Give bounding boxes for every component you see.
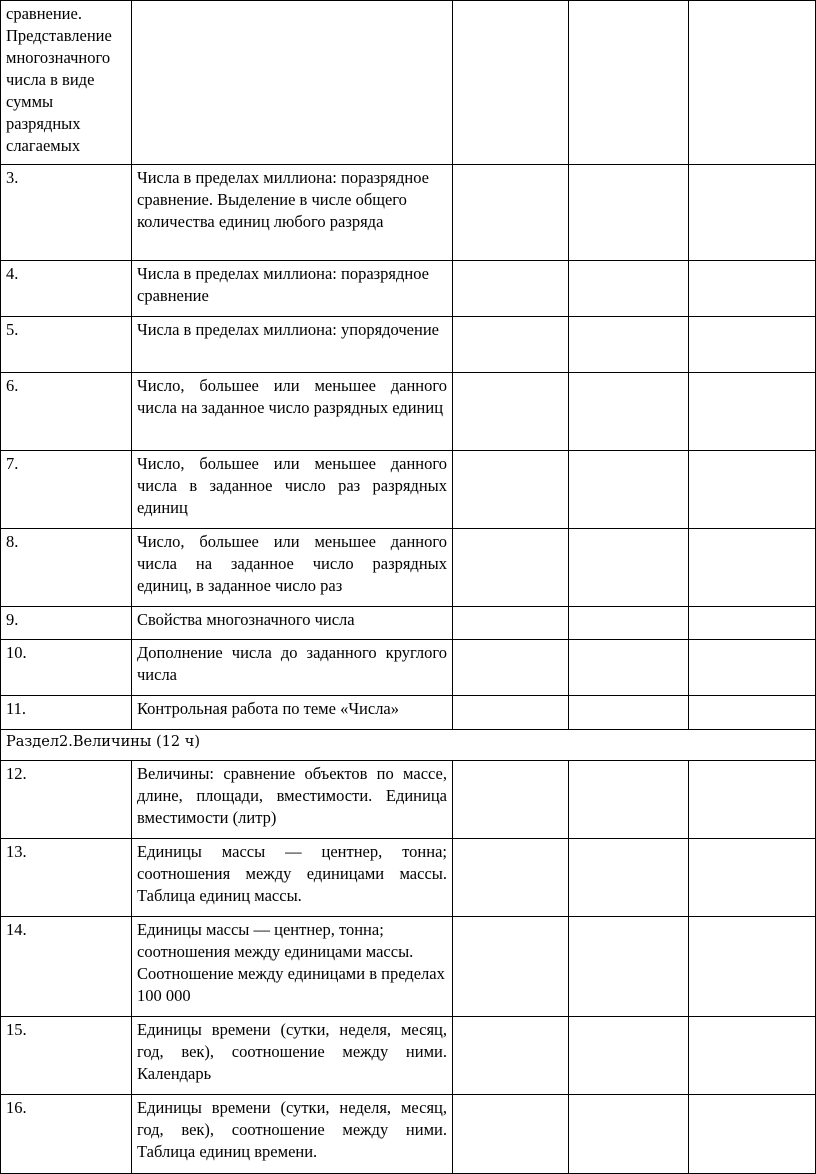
lesson-number-cell: 10.: [1, 640, 132, 696]
lesson-number-cell: 7.: [1, 451, 132, 529]
empty-cell: [453, 165, 569, 261]
empty-cell: [569, 529, 689, 607]
table-row: [1, 1095, 816, 1174]
empty-cell: [689, 839, 816, 917]
empty-cell: [689, 696, 816, 730]
lesson-number-cell: 5.: [1, 317, 132, 373]
empty-cell: [569, 917, 689, 1017]
table-row: [1, 451, 816, 529]
empty-cell: [569, 261, 689, 317]
empty-cell: [453, 761, 569, 839]
empty-cell: [453, 917, 569, 1017]
empty-cell: [569, 373, 689, 451]
lesson-topic-cell: [132, 1, 453, 165]
lesson-topic-cell: Контрольная работа по теме «Числа»: [132, 696, 453, 730]
empty-cell: [569, 165, 689, 261]
empty-cell: [689, 261, 816, 317]
empty-cell: [569, 640, 689, 696]
lesson-topic-cell: Единицы массы — центнер, тонна; соотношения между единицами массы. Таблица единиц массы.: [132, 839, 453, 917]
lesson-number-cell: 9.: [1, 607, 132, 640]
table-row: [1, 1, 816, 165]
empty-cell: [689, 451, 816, 529]
empty-cell: [453, 261, 569, 317]
lesson-topic-cell: Числа в пределах миллиона: поразрядное сравнение: [132, 261, 453, 317]
lesson-topic-cell: Число, большее или меньшее данного числа в заданное число раз разрядных единиц: [132, 451, 453, 529]
lesson-number-cell: сравнение. Представление многозначного числа в виде суммы разрядных слагаемых: [1, 1, 132, 165]
table-row: [1, 696, 816, 730]
table-row: [1, 1017, 816, 1095]
lesson-number-cell: 11.: [1, 696, 132, 730]
empty-cell: [689, 1095, 816, 1174]
empty-cell: [453, 696, 569, 730]
lesson-topic-cell: Единицы массы — центнер, тонна; соотношения между единицами массы. Соотношение между единицами в пределах 100 000: [132, 917, 453, 1017]
lesson-number-cell: 3.: [1, 165, 132, 261]
empty-cell: [453, 373, 569, 451]
table-row: [1, 165, 816, 261]
empty-cell: [689, 761, 816, 839]
empty-cell: [569, 317, 689, 373]
empty-cell: [453, 640, 569, 696]
empty-cell: [689, 1017, 816, 1095]
table-row: [1, 373, 816, 451]
empty-cell: [453, 317, 569, 373]
section-row: [1, 730, 816, 761]
empty-cell: [689, 607, 816, 640]
lesson-number-cell: 13.: [1, 839, 132, 917]
empty-cell: [453, 839, 569, 917]
lesson-number-cell: 14.: [1, 917, 132, 1017]
empty-cell: [689, 317, 816, 373]
lesson-topic-cell: Единицы времени (сутки, неделя, месяц, год, век), соотношение между ними. Таблица единиц времени.: [132, 1095, 453, 1174]
empty-cell: [453, 451, 569, 529]
lesson-number-cell: 8.: [1, 529, 132, 607]
lesson-topic-cell: Свойства многозначного числа: [132, 607, 453, 640]
lesson-topic-cell: Величины: сравнение объектов по массе, длине, площади, вместимости. Единица вместимости (литр): [132, 761, 453, 839]
empty-cell: [453, 529, 569, 607]
empty-cell: [569, 1095, 689, 1174]
empty-cell: [689, 640, 816, 696]
lesson-number-cell: 12.: [1, 761, 132, 839]
table-row: [1, 839, 816, 917]
empty-cell: [689, 1, 816, 165]
lesson-topic-cell: Числа в пределах миллиона: поразрядное сравнение. Выделение в числе общего количества единиц любого разряда: [132, 165, 453, 261]
empty-cell: [569, 1017, 689, 1095]
empty-cell: [453, 1017, 569, 1095]
lesson-number-cell: 15.: [1, 1017, 132, 1095]
lesson-number-cell: 16.: [1, 1095, 132, 1174]
lesson-topic-cell: Число, большее или меньшее данного числа на заданное число разрядных единиц, в заданное число раз: [132, 529, 453, 607]
lesson-topic-cell: Единицы времени (сутки, неделя, месяц, год, век), соотношение между ними. Календарь: [132, 1017, 453, 1095]
lesson-topic-cell: Дополнение числа до заданного круглого числа: [132, 640, 453, 696]
empty-cell: [453, 607, 569, 640]
lesson-number-cell: 6.: [1, 373, 132, 451]
lesson-topic-cell: Число, большее или меньшее данного числа на заданное число разрядных единиц: [132, 373, 453, 451]
empty-cell: [689, 373, 816, 451]
empty-cell: [569, 607, 689, 640]
lesson-number-cell: 4.: [1, 261, 132, 317]
table-row: [1, 529, 816, 607]
table-row: [1, 607, 816, 640]
empty-cell: [569, 761, 689, 839]
table-row: [1, 917, 816, 1017]
section-heading: Раздел2.Величины (12 ч): [1, 730, 816, 761]
lesson-topic-cell: Числа в пределах миллиона: упорядочение: [132, 317, 453, 373]
empty-cell: [569, 696, 689, 730]
empty-cell: [689, 165, 816, 261]
empty-cell: [689, 917, 816, 1017]
table-row: [1, 640, 816, 696]
empty-cell: [569, 839, 689, 917]
empty-cell: [569, 451, 689, 529]
empty-cell: [689, 529, 816, 607]
empty-cell: [569, 1, 689, 165]
table-row: [1, 261, 816, 317]
table-row: [1, 761, 816, 839]
table-row: [1, 317, 816, 373]
empty-cell: [453, 1095, 569, 1174]
empty-cell: [453, 1, 569, 165]
